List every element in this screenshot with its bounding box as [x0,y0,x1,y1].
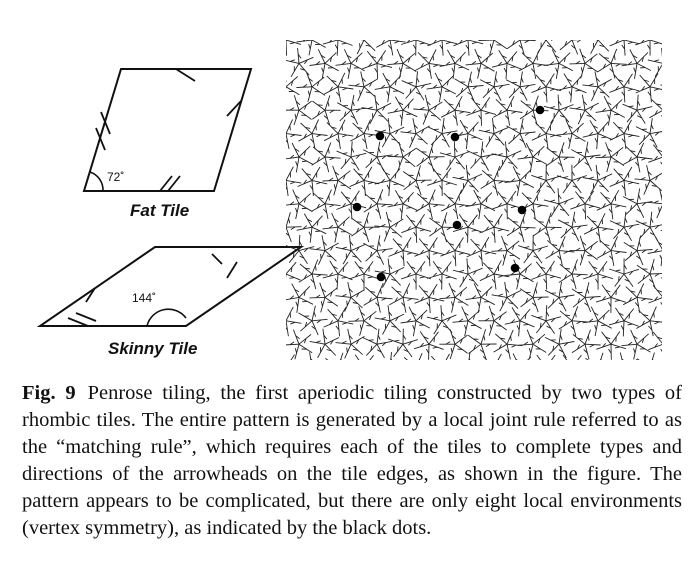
vertex-dot [376,132,385,141]
caption-label: Fig. 9 [22,382,76,404]
vertex-dot [451,133,460,142]
vertex-dot [511,264,520,273]
vertex-dot [536,106,545,115]
fat-tile-label: Fat Tile [130,201,190,220]
caption-text: Penrose tiling, the first aperiodic tiling constructed by two types of rhombic tiles. The entire pattern is generated by a local joint rule referred to as the “matching rule”, which requires each of the tiles to complete types and directions of the arrowheads on the tile edges, as shown in the figure. The pattern appears to be complicated, but there are only eight local environments (vertex symmetry), as indicated by the black dots. [22,382,683,539]
vertex-dot [518,206,527,215]
penrose-tiling [271,24,700,370]
fat-tile [84,69,251,220]
vertex-dot [377,273,386,282]
skinny-tile-angle-label: 144˚ [132,291,157,305]
skinny-tile-angle-arc [147,309,186,326]
fat-tile-angle-arc [90,172,103,191]
vertex-dot [353,203,362,212]
skinny-tile [40,247,301,358]
vertex-dot [453,221,462,230]
fat-tile-angle-label: 72˚ [107,170,125,184]
skinny-tile-label: Skinny Tile [108,339,198,358]
figure-caption [22,380,682,542]
